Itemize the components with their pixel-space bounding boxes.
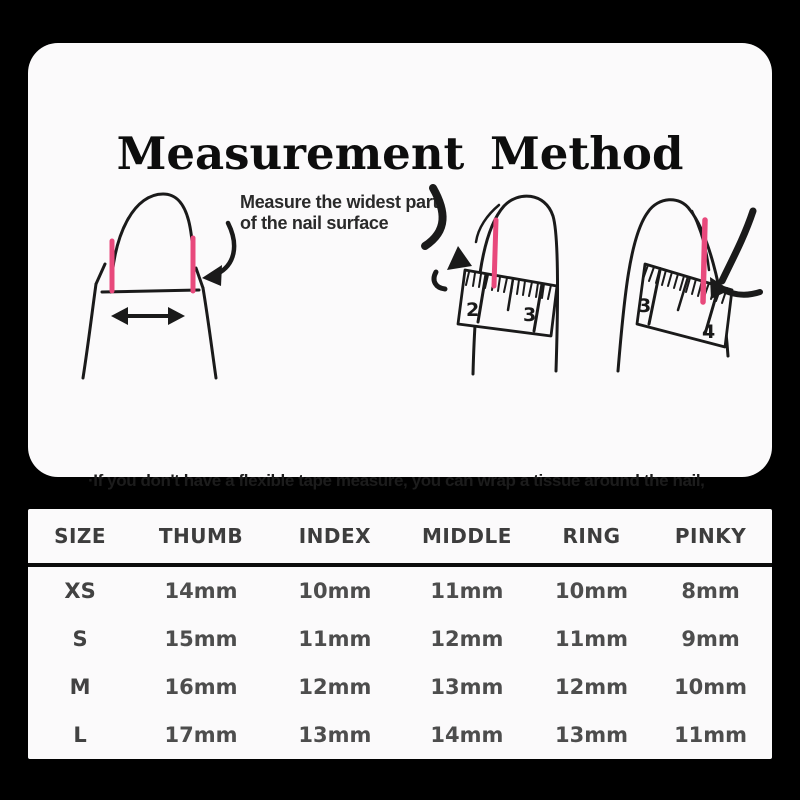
size-label: L xyxy=(73,723,87,747)
middle-value: 11mm xyxy=(430,579,504,603)
index-value: 11mm xyxy=(298,627,372,651)
pinky-value: 8mm xyxy=(681,579,740,603)
finger-ruler-2-3-illustration xyxy=(425,188,558,374)
finger-ruler-3-4-illustration xyxy=(618,200,760,371)
middle-value: 14mm xyxy=(430,723,504,747)
curved-pointer-arrow-icon xyxy=(202,223,234,286)
size-label: XS xyxy=(64,579,96,603)
column-header-pinky: PINKY xyxy=(674,524,747,548)
pinky-value: 11mm xyxy=(674,723,748,747)
middle-value: 13mm xyxy=(430,675,504,699)
page-title: Measurement Method xyxy=(116,127,684,181)
index-value: 13mm xyxy=(298,723,372,747)
ring-value: 12mm xyxy=(555,675,629,699)
annotation-line-1: Measure the widest part xyxy=(240,192,439,212)
nail-width-marker xyxy=(494,220,496,286)
size-chart-header-row xyxy=(28,509,772,563)
size-label: S xyxy=(72,627,88,651)
table-row xyxy=(28,615,772,663)
table-row xyxy=(28,567,772,615)
width-double-arrow-icon xyxy=(111,307,185,325)
finger-front-illustration xyxy=(83,194,234,378)
ruler-number: 3 xyxy=(638,295,652,317)
table-row xyxy=(28,663,772,711)
table-row xyxy=(28,711,772,759)
size-label: M xyxy=(69,675,91,699)
ruler-number: 4 xyxy=(702,321,716,343)
instruction-line-1: ·If you don't have a flexible tape measure, you can wrap a tissue around the nail, xyxy=(88,471,705,490)
ruler-number: 2 xyxy=(466,299,480,321)
middle-value: 12mm xyxy=(430,627,504,651)
annotation-line-2: of the nail surface xyxy=(240,213,389,233)
ring-value: 11mm xyxy=(555,627,629,651)
measurement-method-panel xyxy=(28,43,772,490)
column-header-index: INDEX xyxy=(298,524,372,548)
pinky-value: 10mm xyxy=(674,675,748,699)
thumb-value: 16mm xyxy=(164,675,238,699)
thumb-value: 15mm xyxy=(164,627,238,651)
curved-pointer-arrow-icon xyxy=(710,211,760,299)
ruler-number: 3 xyxy=(523,304,537,326)
size-chart-panel xyxy=(28,509,772,759)
nail-width-marker xyxy=(112,238,193,291)
column-header-ring: RING xyxy=(562,524,621,548)
thumb-value: 17mm xyxy=(164,723,238,747)
column-header-thumb: THUMB xyxy=(158,524,244,548)
column-header-middle: MIDDLE xyxy=(421,524,512,548)
thumb-value: 14mm xyxy=(164,579,238,603)
pinky-value: 9mm xyxy=(681,627,740,651)
size-chart-body xyxy=(28,567,772,759)
ring-value: 10mm xyxy=(555,579,629,603)
index-value: 12mm xyxy=(298,675,372,699)
ring-value: 13mm xyxy=(555,723,629,747)
column-header-size: SIZE xyxy=(54,524,107,548)
nail-measurement-illustration xyxy=(68,178,772,393)
index-value: 10mm xyxy=(298,579,372,603)
nail-width-marker xyxy=(703,220,705,302)
